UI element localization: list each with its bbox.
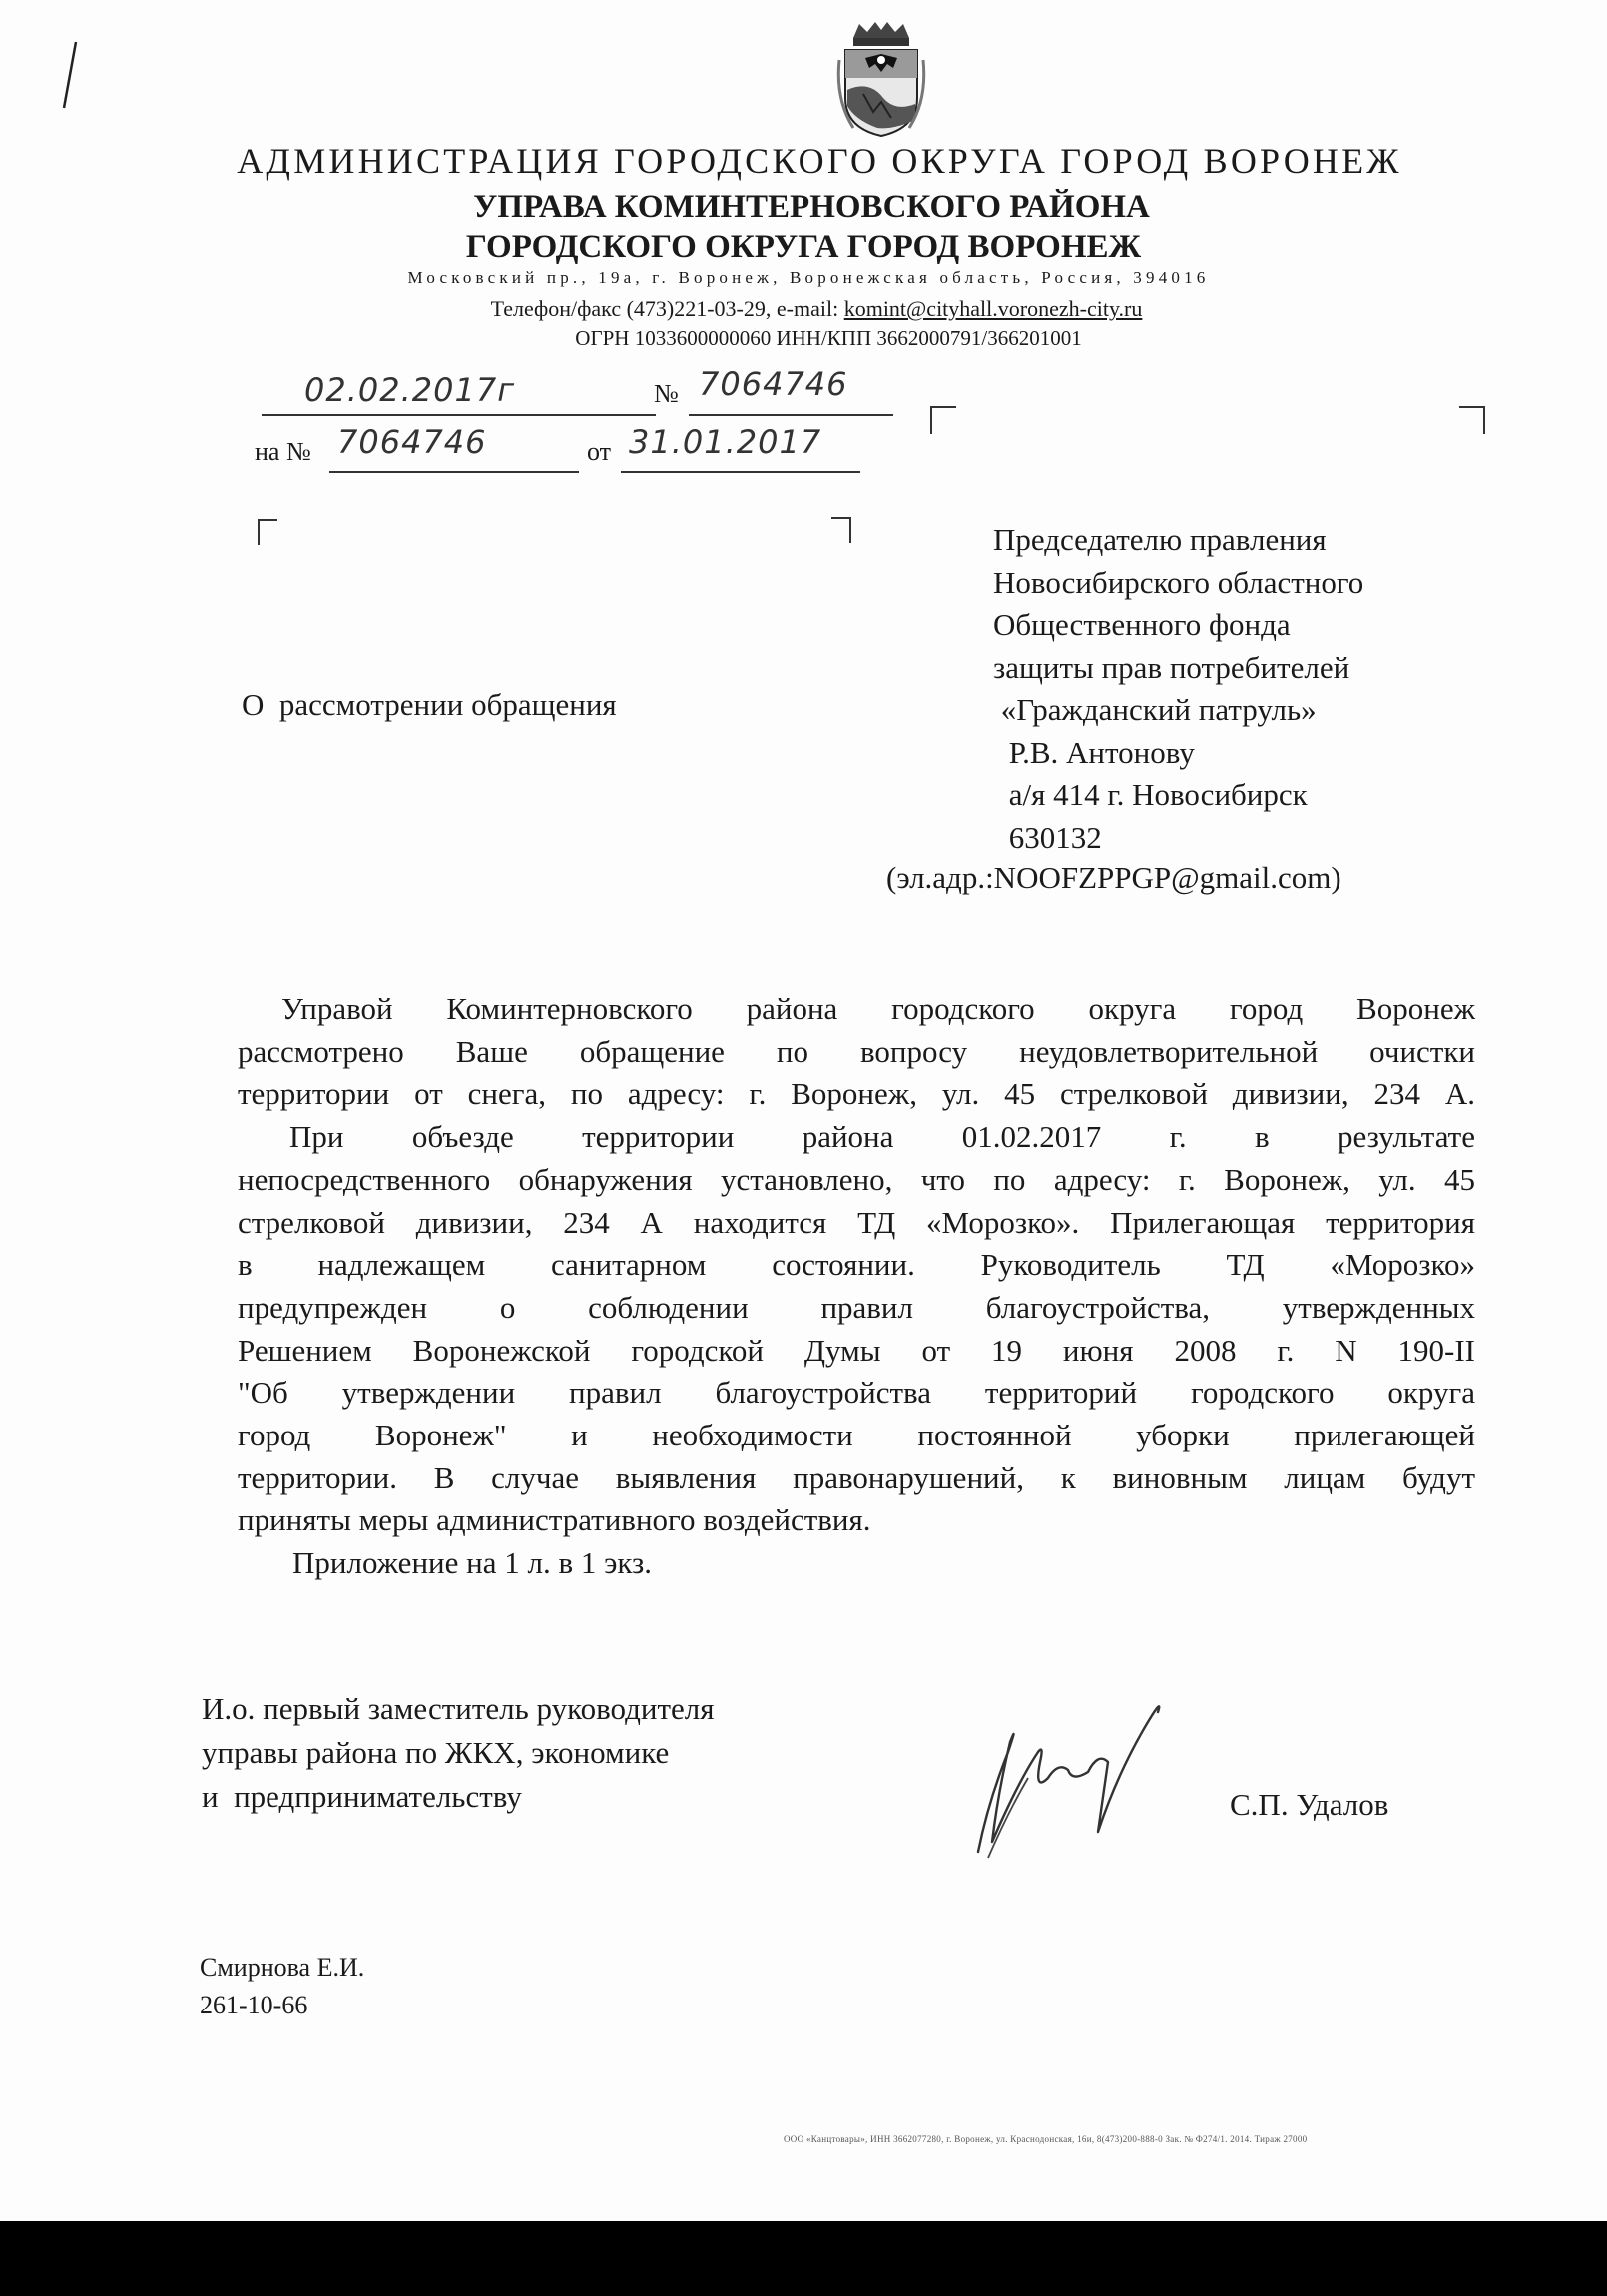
uprava-title-line1: УПРАВА КОМИНТЕРНОВСКОГО РАЙОНА xyxy=(473,189,1150,225)
ref-date-handwritten: 31.01.2017 xyxy=(629,423,822,461)
recipient-email: (эл.адр.:NOOFZPPGP@gmail.com) xyxy=(886,861,1341,895)
signer-name: С.П. Удалов xyxy=(1230,1787,1389,1822)
ref-number-label: на № xyxy=(255,437,311,466)
contact-line xyxy=(0,296,1607,322)
signer-title-line: управы района по ЖКХ, экономике xyxy=(202,1735,670,1770)
email-link[interactable]: komint@cityhall.voronezh-city.ru xyxy=(843,296,1143,321)
ogrn-inn-line: ОГРН 1033600000060 ИНН/КПП 3662000791/366201001 xyxy=(575,326,1082,350)
executor-name: Смирнова Е.И. xyxy=(200,1953,365,1982)
executor-block xyxy=(200,1949,364,2024)
recipient-line: Р.В. Антонову xyxy=(1001,734,1195,770)
recipient-line: Новосибирского областного xyxy=(993,564,1364,600)
recipient-line: 630132 xyxy=(1001,819,1102,855)
printer-imprint: ООО «Канцтовары», ИНН 3662077280, г. Воронеж, ул. Краснодонская, 16и, 8(473)200-888-0 Зак. № Ф274/1. 2014. Тираж 27000 xyxy=(784,2134,1308,2144)
reg-number-label: № xyxy=(654,379,679,408)
recipient-bracket-right xyxy=(1459,406,1485,434)
recipient-line: защиты прав потребителей xyxy=(993,649,1350,685)
subject-bracket-right xyxy=(831,517,851,543)
pen-slash-mark xyxy=(60,40,80,110)
body-line: город Воронеж" и необходимости постоянной уборки прилегающей xyxy=(238,1418,1475,1453)
attachment-note: Приложение на 1 л. в 1 экз. xyxy=(292,1545,653,1581)
body-line: При объезде территории района 01.02.2017 г. в результате xyxy=(289,1119,1475,1155)
recipient-line: Общественного фонда xyxy=(993,607,1291,642)
ref-date-label: от xyxy=(587,437,612,466)
body-line: непосредственного обнаружения установлено, что по адресу: г. Воронеж, ул. 45 xyxy=(238,1161,1475,1197)
body-line: стрелковой дивизии, 234 А находится ТД «Морозко». Прилегающая территория xyxy=(238,1204,1475,1240)
recipient-line: Председателю правления xyxy=(993,522,1327,557)
recipient-line: а/я 414 г. Новосибирск xyxy=(1001,777,1308,812)
body-line: Решением Воронежской городской Думы от 19 июня 2008 г. N 190-II xyxy=(238,1332,1475,1368)
executor-phone: 261-10-66 xyxy=(200,1991,308,2019)
uprava-title-line2: ГОРОДСКОГО ОКРУГА ГОРОД ВОРОНЕЖ xyxy=(465,229,1142,265)
postal-address: Московский пр., 19а, г. Воронеж, Воронежская область, Россия, 394016 xyxy=(407,268,1210,287)
letter-subject: О рассмотрении обращения xyxy=(242,687,617,722)
subject-bracket-left xyxy=(258,519,277,545)
recipient-bracket-left xyxy=(930,406,956,434)
administration-title: АДМИНИСТРАЦИЯ ГОРОДСКОГО ОКРУГА ГОРОД ВОРОНЕЖ xyxy=(237,141,1402,181)
body-line: территории от снега, по адресу: г. Воронеж, ул. 45 стрелковой дивизии, 234 А. xyxy=(238,1076,1475,1112)
body-line: территории. В случае выявления правонарушений, к виновным лицам будут xyxy=(238,1459,1475,1495)
signer-title-line: И.о. первый заместитель руководителя xyxy=(202,1691,715,1726)
signer-title-line: и предпринимательству xyxy=(202,1779,522,1814)
body-line: рассмотрено Ваше обращение по вопросу неудовлетворительной очистки xyxy=(238,1033,1475,1069)
reg-date-handwritten: 02.02.2017г xyxy=(304,371,516,409)
body-line: приняты меры административного воздействия. xyxy=(238,1502,871,1538)
recipient-block xyxy=(993,519,1363,859)
letter-body xyxy=(238,988,1475,1585)
body-line: предупрежден о соблюдении правил благоустройства, утвержденных xyxy=(238,1289,1475,1325)
voronezh-coat-of-arms-emblem xyxy=(833,20,929,138)
signer-title xyxy=(202,1687,715,1819)
reg-number-handwritten: 7064746 xyxy=(699,365,848,403)
handwritten-signature xyxy=(948,1682,1208,1862)
body-line: Управой Коминтерновского района городского округа город Воронеж xyxy=(281,991,1475,1026)
recipient-line: «Гражданский патруль» xyxy=(993,692,1317,727)
phone-fax: Телефон/факс (473)221-03-29, e-mail: xyxy=(490,296,844,321)
body-line: "Об утверждении правил благоустройства территорий городского округа xyxy=(238,1375,1475,1411)
body-line: в надлежащем санитарном состоянии. Руководитель ТД «Морозко» xyxy=(238,1247,1475,1283)
ref-number-handwritten: 7064746 xyxy=(337,423,487,461)
